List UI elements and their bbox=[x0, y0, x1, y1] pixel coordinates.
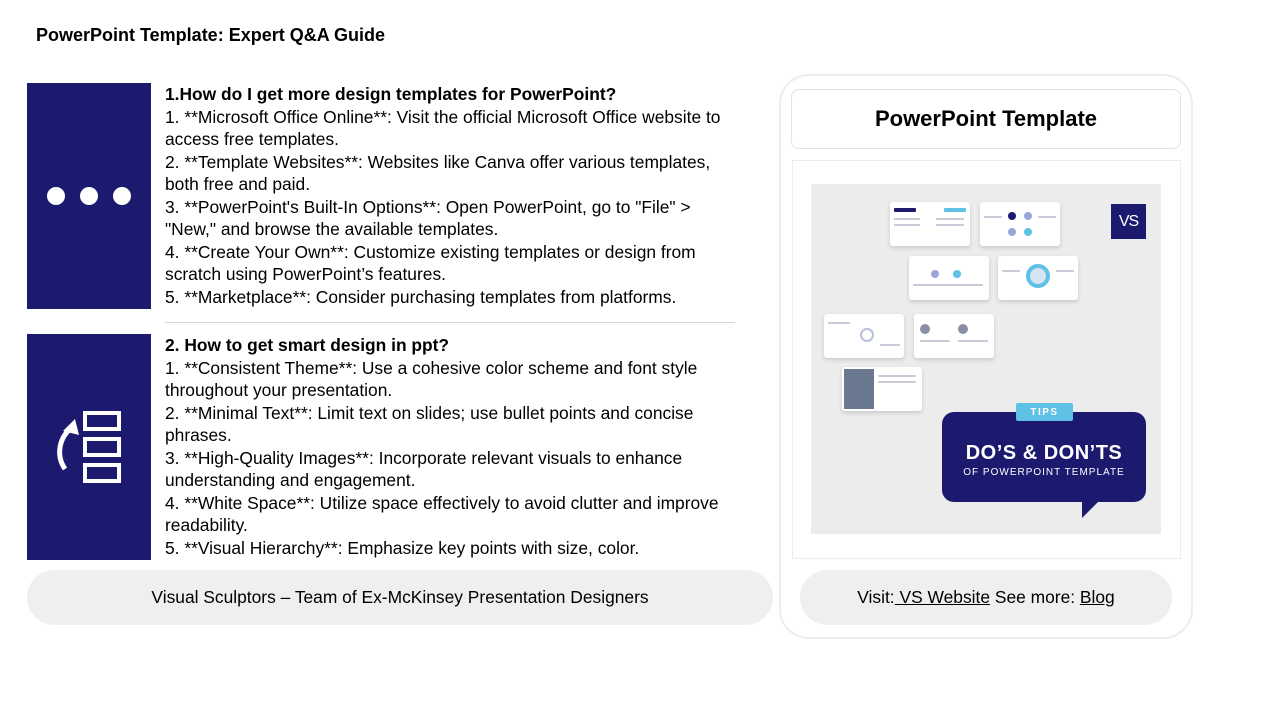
visit-label: Visit: bbox=[857, 587, 895, 607]
question-1-title: 1.How do I get more design templates for PowerPoint? bbox=[165, 84, 617, 104]
see-more-label: See more: bbox=[990, 587, 1080, 607]
thumbnail-subheadline: OF POWERPOINT TEMPLATE bbox=[963, 467, 1125, 478]
list-refresh-icon bbox=[51, 409, 127, 485]
vs-logo: VS bbox=[1111, 204, 1146, 239]
question-2-title: 2. How to get smart design in ppt? bbox=[165, 335, 450, 355]
blog-link[interactable]: Blog bbox=[1079, 587, 1115, 607]
question-1-answer-3: 3. **PowerPoint's Built-In Options**: Open PowerPoint, go to "File" > "New," and browse the available templates. bbox=[165, 196, 691, 239]
question-1-answer-4: 4. **Create Your Own**: Customize existing templates or design from scratch using PowerPoint’s features. bbox=[165, 241, 696, 284]
question-2-answer-5: 5. **Visual Hierarchy**: Emphasize key points with size, color. bbox=[165, 537, 640, 558]
section-divider bbox=[165, 322, 735, 323]
question-1-answer-1: 1. **Microsoft Office Online**: Visit the official Microsoft Office website to access free templates. bbox=[165, 106, 721, 149]
vs-website-link[interactable]: VS Website bbox=[894, 587, 991, 607]
question-2-block bbox=[165, 334, 740, 559]
question-2-icon-panel bbox=[27, 334, 151, 560]
mini-slide bbox=[909, 256, 989, 300]
question-1-block bbox=[165, 83, 740, 308]
question-1-answer-5: 5. **Marketplace**: Consider purchasing templates from platforms. bbox=[165, 286, 677, 307]
mini-slide bbox=[842, 367, 922, 411]
ellipsis-icon bbox=[47, 187, 131, 205]
card-title: PowerPoint Template bbox=[791, 89, 1181, 149]
question-2-answer-3: 3. **High-Quality Images**: Incorporate relevant visuals to enhance understanding and engagement. bbox=[165, 447, 683, 490]
thumbnail-headline: DO’S & DON’TS bbox=[965, 442, 1123, 464]
mini-slide bbox=[890, 202, 970, 246]
question-2-answer-4: 4. **White Space**: Utilize space effectively to avoid clutter and improve readability. bbox=[165, 492, 719, 535]
question-2-answer-1: 1. **Consistent Theme**: Use a cohesive color scheme and font style throughout your presentation. bbox=[165, 357, 698, 400]
mini-slide bbox=[998, 256, 1078, 300]
question-1-icon-panel bbox=[27, 83, 151, 309]
mini-slide bbox=[914, 314, 994, 358]
footer-banner: Visual Sculptors – Team of Ex-McKinsey Presentation Designers bbox=[27, 570, 773, 625]
template-thumbnail[interactable] bbox=[811, 184, 1161, 534]
tips-speech-bubble bbox=[942, 412, 1146, 502]
links-banner bbox=[800, 570, 1172, 625]
tips-tag: TIPS bbox=[1016, 403, 1073, 421]
mini-slide bbox=[824, 314, 904, 358]
question-2-answer-2: 2. **Minimal Text**: Limit text on slides; use bullet points and concise phrases. bbox=[165, 402, 694, 445]
mini-slide bbox=[980, 202, 1060, 246]
question-1-answer-2: 2. **Template Websites**: Websites like Canva offer various templates, both free and paid. bbox=[165, 151, 711, 194]
page-title: PowerPoint Template: Expert Q&A Guide bbox=[36, 25, 386, 45]
